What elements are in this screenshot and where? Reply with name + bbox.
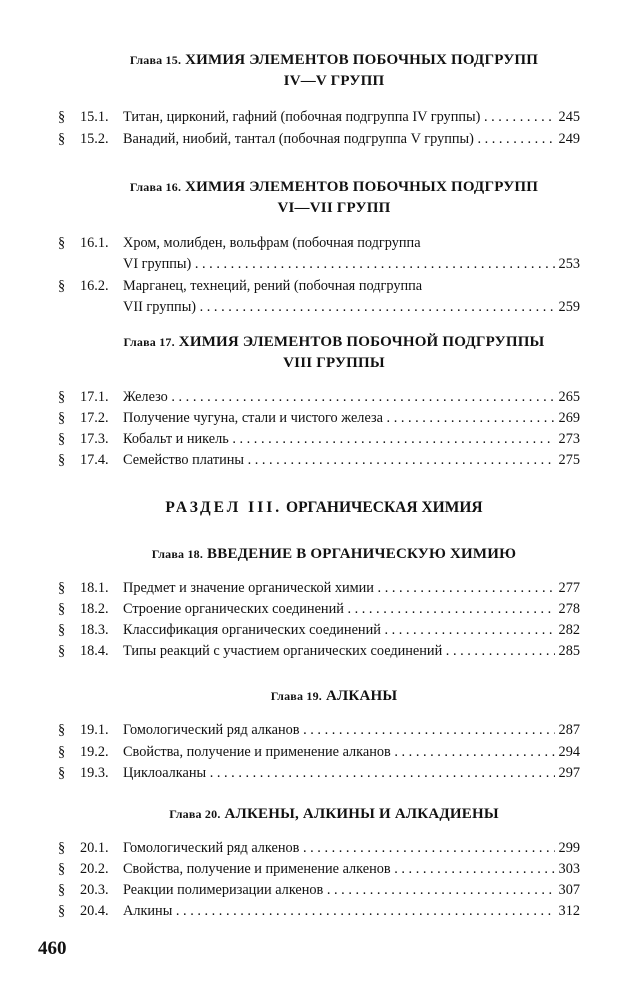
section-sign: § xyxy=(58,840,66,856)
chapter-label: Глава 18. xyxy=(151,547,204,561)
entry-title-continued: VII группы) xyxy=(123,299,197,315)
entry-title: Хром, молибден, вольфрам (побочная подгруппа xyxy=(123,235,421,251)
entry-page: 245 xyxy=(555,107,580,128)
entry-title: Циклоалканы xyxy=(123,765,207,781)
section-sign: § xyxy=(58,903,66,919)
entry-number: 18.2. xyxy=(80,601,109,617)
entry-number: 20.1. xyxy=(80,840,109,856)
section-sign: § xyxy=(58,235,66,251)
entry-page: 299 xyxy=(555,838,580,859)
entry-number: 16.2. xyxy=(80,278,109,294)
chapter-label: Глава 20. xyxy=(169,807,221,821)
entry-title: Алкины xyxy=(123,903,173,919)
chapter-20-heading xyxy=(60,804,608,825)
entry-page: 269 xyxy=(555,408,580,429)
entry-title: Свойства, получение и применение алканов xyxy=(123,744,391,760)
entry-number: 15.1. xyxy=(80,109,109,125)
entry-title: Свойства, получение и применение алкенов xyxy=(123,861,391,877)
chapter-title: ХИМИЯ ЭЛЕМЕНТОВ ПОБОЧНЫХ ПОДГРУПП xyxy=(185,52,539,68)
entry-number: 16.1. xyxy=(80,235,109,251)
entry-page: 265 xyxy=(555,387,580,408)
entry-title: Ванадий, ниобий, тантал (побочная подгруппа V группы) xyxy=(123,131,474,147)
chapter-label: Глава 16. xyxy=(129,180,182,194)
section-sign: § xyxy=(58,601,66,617)
entry-number: 17.2. xyxy=(80,410,109,426)
entry-number: 18.1. xyxy=(80,580,109,596)
toc-entry[interactable] xyxy=(58,763,580,784)
entry-page: 259 xyxy=(555,297,580,318)
section-sign: § xyxy=(58,765,66,781)
entry-title: Классификация органических соединений xyxy=(123,622,381,638)
section-sign: § xyxy=(58,861,66,877)
toc-entry[interactable] xyxy=(58,107,580,128)
section-sign: § xyxy=(58,622,66,638)
chapter-label: Глава 15. xyxy=(129,53,182,67)
toc-entry[interactable] xyxy=(58,129,580,150)
section-sign: § xyxy=(58,643,66,659)
part-heading xyxy=(50,498,598,518)
entry-number: 19.1. xyxy=(80,722,109,738)
toc-entry[interactable] xyxy=(58,880,580,901)
chapter-title-line2: VIII ГРУППЫ xyxy=(283,355,385,371)
chapter-18-heading xyxy=(60,544,608,565)
chapter-15-heading xyxy=(60,50,608,92)
entry-page: 275 xyxy=(555,450,580,471)
toc-entry-continued[interactable] xyxy=(58,254,580,275)
chapter-title: ВВЕДЕНИЕ В ОРГАНИЧЕСКУЮ ХИМИЮ xyxy=(207,546,517,562)
toc-entry[interactable] xyxy=(58,276,580,297)
entry-page: 297 xyxy=(555,763,580,784)
toc-entry[interactable] xyxy=(58,578,580,599)
section-sign: § xyxy=(58,109,66,125)
entry-title: Титан, цирконий, гафний (побочная подгруппа IV группы) xyxy=(123,109,481,125)
entry-title-continued: VI группы) xyxy=(123,256,192,272)
section-sign: § xyxy=(58,278,66,294)
entry-title: Железо xyxy=(123,389,168,405)
entry-number: 18.4. xyxy=(80,643,109,659)
chapter-16-heading xyxy=(60,177,608,219)
section-sign: § xyxy=(58,722,66,738)
entry-page: 307 xyxy=(555,880,580,901)
entry-title: Типы реакций с участием органических соединений xyxy=(123,643,443,659)
entry-page: 282 xyxy=(555,620,580,641)
toc-entry[interactable] xyxy=(58,720,580,741)
entry-number: 18.3. xyxy=(80,622,109,638)
chapter-title-line2: IV—V ГРУПП xyxy=(283,73,385,89)
toc-entry[interactable] xyxy=(58,859,580,880)
toc-entry-continued[interactable] xyxy=(58,297,580,318)
entry-title: Реакции полимеризации алкенов xyxy=(123,882,324,898)
entry-page: 287 xyxy=(555,720,580,741)
entry-number: 15.2. xyxy=(80,131,109,147)
toc-entry[interactable] xyxy=(58,450,580,471)
chapter-title: АЛКАНЫ xyxy=(325,688,398,704)
entry-title: Семейство платины xyxy=(123,452,244,468)
entry-page: 249 xyxy=(555,129,580,150)
chapter-label: Глава 19. xyxy=(270,689,322,703)
section-sign: § xyxy=(58,410,66,426)
toc-entry[interactable] xyxy=(58,901,580,922)
chapter-title: АЛКЕНЫ, АЛКИНЫ И АЛКАДИЕНЫ xyxy=(224,806,499,822)
section-sign: § xyxy=(58,389,66,405)
chapter-label: Глава 17. xyxy=(123,335,175,349)
entry-page: 253 xyxy=(555,254,580,275)
entry-title: Предмет и значение органической химии xyxy=(123,580,374,596)
entry-number: 20.4. xyxy=(80,903,109,919)
entry-title: Строение органических соединений xyxy=(123,601,344,617)
entry-number: 17.3. xyxy=(80,431,109,447)
chapter-title: ХИМИЯ ЭЛЕМЕНТОВ ПОБОЧНЫХ ПОДГРУПП xyxy=(185,179,539,195)
toc-entry[interactable] xyxy=(58,233,580,254)
entry-page: 294 xyxy=(555,742,580,763)
entry-number: 20.2. xyxy=(80,861,109,877)
entry-title: Кобальт и никель xyxy=(123,431,229,447)
entry-title: Получение чугуна, стали и чистого железа xyxy=(123,410,383,426)
section-sign: § xyxy=(58,452,66,468)
toc-entry[interactable] xyxy=(58,641,580,662)
entry-number: 19.2. xyxy=(80,744,109,760)
section-sign: § xyxy=(58,744,66,760)
toc-entry[interactable] xyxy=(58,408,580,429)
entry-title: Марганец, технеций, рений (побочная подгруппа xyxy=(123,278,423,294)
page-number: 460 xyxy=(38,938,67,959)
section-sign: § xyxy=(58,882,66,898)
entry-number: 20.3. xyxy=(80,882,109,898)
section-sign: § xyxy=(58,131,66,147)
entry-page: 273 xyxy=(555,429,580,450)
section-sign: § xyxy=(58,431,66,447)
entry-number: 19.3. xyxy=(80,765,109,781)
toc-entry[interactable] xyxy=(58,387,580,408)
toc-entry[interactable] xyxy=(58,599,580,620)
entry-page: 278 xyxy=(555,599,580,620)
entry-number: 17.1. xyxy=(80,389,109,405)
chapter-17-heading xyxy=(60,332,608,374)
chapter-title-line2: VI—VII ГРУПП xyxy=(277,200,391,216)
entry-page: 285 xyxy=(555,641,580,662)
entry-page: 303 xyxy=(555,859,580,880)
toc-entry[interactable] xyxy=(58,742,580,763)
entry-title: Гомологический ряд алканов xyxy=(123,722,300,738)
toc-entry[interactable] xyxy=(58,838,580,859)
entry-title: Гомологический ряд алкенов xyxy=(123,840,300,856)
toc-entry[interactable] xyxy=(58,620,580,641)
part-label: РАЗДЕЛ III. xyxy=(165,499,283,516)
toc-entry[interactable] xyxy=(58,429,580,450)
part-title: ОРГАНИЧЕСКАЯ ХИМИЯ xyxy=(286,499,483,516)
entry-page: 312 xyxy=(555,901,580,922)
entry-number: 17.4. xyxy=(80,452,109,468)
section-sign: § xyxy=(58,580,66,596)
chapter-19-heading xyxy=(60,686,608,707)
chapter-title: ХИМИЯ ЭЛЕМЕНТОВ ПОБОЧНОЙ ПОДГРУППЫ xyxy=(178,334,545,350)
entry-page: 277 xyxy=(555,578,580,599)
